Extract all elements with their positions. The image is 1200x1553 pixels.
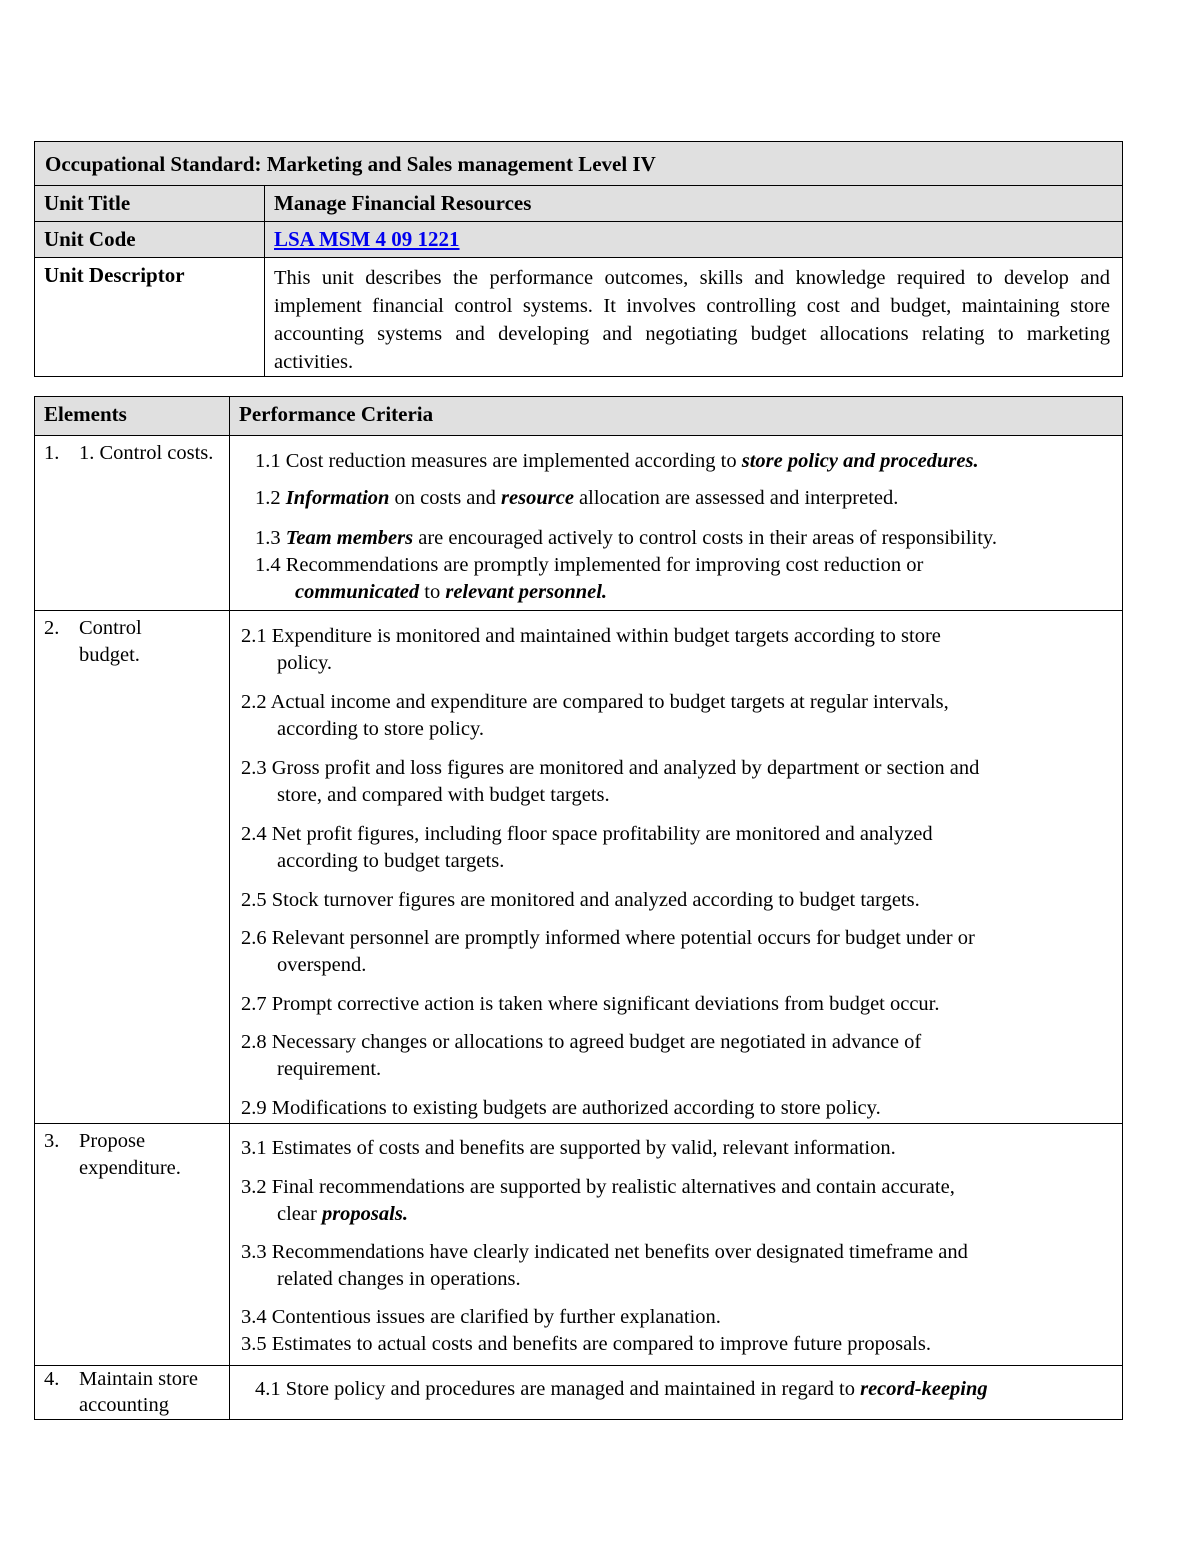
elements-header: Elements [35,397,230,436]
criteria-cell [230,1124,1123,1366]
criterion-2-8: 2.8 Necessary changes or allocations to agreed budget are negotiated in advance of requirement. [241,1031,922,1080]
criterion-2-5: 2.5 Stock turnover figures are monitored and analyzed according to budget targets. [241,889,920,911]
criterion-2-1: 2.1 Expenditure is monitored and maintained within budget targets according to store policy. [241,625,941,674]
criterion-3-3: 3.3 Recommendations have clearly indicated net benefits over designated timeframe and related changes in operations. [241,1241,968,1290]
unit-code-link[interactable]: LSA MSM 4 09 1221 [274,227,460,251]
element-number: 2. [44,617,60,639]
criterion-4-1: 4.1 Store policy and procedures are managed and maintained in regard to record-keeping [255,1378,988,1400]
criterion-2-4: 2.4 Net profit figures, including floor space profitability are monitored and analyzed according to budget targets. [241,823,933,872]
criteria-cell [230,611,1123,1124]
criterion-2-2: 2.2 Actual income and expenditure are compared to budget targets at regular intervals, according to store policy. [241,691,949,740]
unit-info-table [34,141,1123,377]
unit-descriptor-label: Unit Descriptor [35,258,265,377]
standard-header: Occupational Standard: Marketing and Sales management Level IV [35,142,1123,186]
criterion-1-2: 1.2 Information on costs and resource allocation are assessed and interpreted. [255,487,899,509]
performance-criteria-table [34,396,1123,1420]
element-label: 1. Control costs. [79,442,214,464]
criterion-1-3: 1.3 Team members are encouraged actively to control costs in their areas of responsibility. [255,527,997,549]
criterion-3-2: 3.2 Final recommendations are supported by realistic alternatives and contain accurate, clear proposals. [241,1176,955,1225]
criterion-2-9: 2.9 Modifications to existing budgets are authorized according to store policy. [241,1097,881,1119]
element-cell [35,1366,230,1420]
unit-descriptor-text: This unit describes the performance outcomes, skills and knowledge required to develop and implement financial control systems. It involves controlling cost and budget, maintaining store accounting systems and developing and negotiating budget allocations relating to marketing activities. [265,258,1123,377]
criterion-2-3: 2.3 Gross profit and loss figures are monitored and analyzed by department or section and store, and compared with budget targets. [241,757,980,806]
criterion-3-5: 3.5 Estimates to actual costs and benefits are compared to improve future proposals. [241,1333,931,1355]
criterion-2-7: 2.7 Prompt corrective action is taken where significant deviations from budget occur. [241,993,940,1015]
unit-title-label: Unit Title [35,186,265,222]
element-number: 4. [44,1368,60,1390]
element-label: Propose expenditure. [79,1130,181,1179]
element-cell [35,436,230,611]
table-row [35,611,1123,1124]
criterion-2-6: 2.6 Relevant personnel are promptly informed where potential occurs for budget under or overspend. [241,927,975,976]
table-row [35,1124,1123,1366]
unit-title-value: Manage Financial Resources [265,186,1123,222]
element-number: 3. [44,1130,60,1152]
unit-code-cell [265,222,1123,258]
element-number: 1. [44,442,60,464]
element-label: Control budget. [79,617,142,666]
table-row [35,436,1123,611]
criteria-cell [230,436,1123,611]
element-cell [35,1124,230,1366]
criterion-1-1: 1.1 Cost reduction measures are implemented according to store policy and procedures. [255,450,979,472]
element-label: Maintain store accounting [79,1368,198,1416]
criteria-header: Performance Criteria [230,397,1123,436]
element-cell [35,611,230,1124]
criteria-cell [230,1366,1123,1420]
table-row [35,1366,1123,1420]
criterion-3-4: 3.4 Contentious issues are clarified by further explanation. [241,1306,721,1328]
unit-code-label: Unit Code [35,222,265,258]
criterion-1-4: 1.4 Recommendations are promptly implemented for improving cost reduction or communicated to relevant personnel. [255,554,924,603]
criterion-3-1: 3.1 Estimates of costs and benefits are supported by valid, relevant information. [241,1137,896,1159]
